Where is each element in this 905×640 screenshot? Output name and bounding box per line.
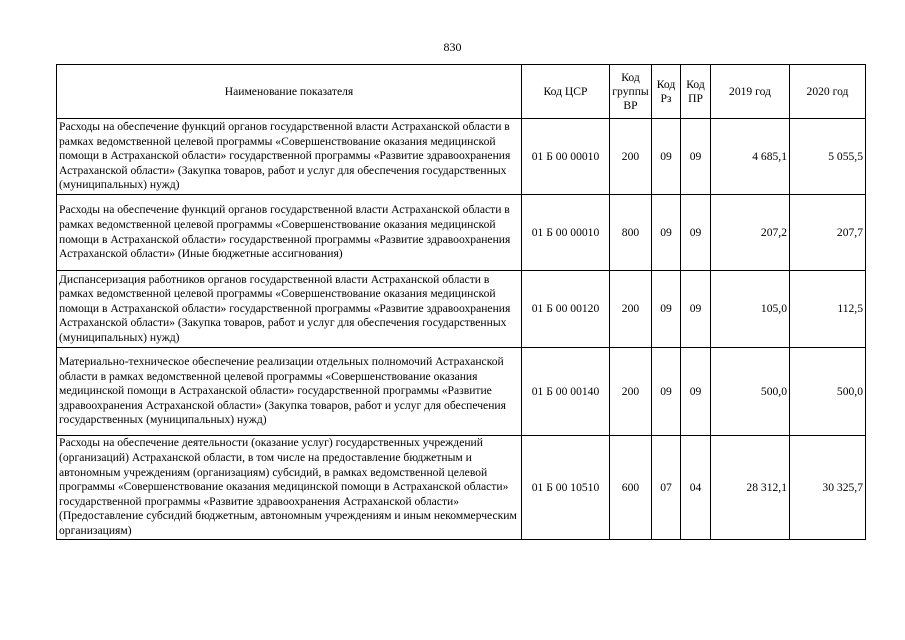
row-csr: 01 Б 00 10510 bbox=[522, 436, 610, 540]
header-vr: Код группы ВР bbox=[610, 65, 652, 119]
budget-table bbox=[56, 64, 866, 540]
row-csr: 01 Б 00 00140 bbox=[522, 348, 610, 436]
row-name: Материально-техническое обеспечение реализации отдельных полномочий Астраханской области в рамках ведомственной целевой программы «Совершенствование оказания медицинской помощи в Астраханской области» государственной программы «Развитие здравоохранения Астраханской области» (Закупка товаров, работ и услуг для обеспечения государственных (муниципальных) нужд) bbox=[57, 348, 522, 436]
row-2020: 112,5 bbox=[790, 271, 866, 348]
row-pr: 09 bbox=[681, 195, 711, 271]
row-pr: 09 bbox=[681, 348, 711, 436]
row-pr: 09 bbox=[681, 271, 711, 348]
row-pr: 09 bbox=[681, 119, 711, 195]
header-row bbox=[57, 65, 866, 119]
row-2020: 30 325,7 bbox=[790, 436, 866, 540]
row-csr: 01 Б 00 00120 bbox=[522, 271, 610, 348]
row-vr: 200 bbox=[610, 271, 652, 348]
table-row bbox=[57, 271, 866, 348]
row-rz: 09 bbox=[652, 348, 681, 436]
row-name: Расходы на обеспечение функций органов государственной власти Астраханской области в рамках ведомственной целевой программы «Совершенствование оказания медицинской помощи в Астраханской области» государственной программы «Развитие здравоохранения Астраханской области» (Закупка товаров, работ и услуг для обеспечения государственных (муниципальных) нужд) bbox=[57, 119, 522, 195]
header-name: Наименование показателя bbox=[57, 65, 522, 119]
header-pr: Код ПР bbox=[681, 65, 711, 119]
row-rz: 09 bbox=[652, 271, 681, 348]
row-pr: 04 bbox=[681, 436, 711, 540]
row-2019: 500,0 bbox=[711, 348, 790, 436]
header-rz: Код Рз bbox=[652, 65, 681, 119]
row-2019: 4 685,1 bbox=[711, 119, 790, 195]
row-rz: 07 bbox=[652, 436, 681, 540]
row-vr: 800 bbox=[610, 195, 652, 271]
row-2020: 500,0 bbox=[790, 348, 866, 436]
row-2019: 207,2 bbox=[711, 195, 790, 271]
header-2019: 2019 год bbox=[711, 65, 790, 119]
row-vr: 600 bbox=[610, 436, 652, 540]
table-row bbox=[57, 195, 866, 271]
row-name: Расходы на обеспечение функций органов государственной власти Астраханской области в рамках ведомственной целевой программы «Совершенствование оказания медицинской помощи в Астраханской области» государственной программы «Развитие здравоохранения Астраханской области» (Иные бюджетные ассигнования) bbox=[57, 195, 522, 271]
page-number: 830 bbox=[443, 40, 462, 54]
header-csr: Код ЦСР bbox=[522, 65, 610, 119]
header-2020: 2020 год bbox=[790, 65, 866, 119]
row-rz: 09 bbox=[652, 195, 681, 271]
row-rz: 09 bbox=[652, 119, 681, 195]
row-2019: 105,0 bbox=[711, 271, 790, 348]
table-row bbox=[57, 119, 866, 195]
table-row bbox=[57, 436, 866, 540]
row-2019: 28 312,1 bbox=[711, 436, 790, 540]
row-csr: 01 Б 00 00010 bbox=[522, 119, 610, 195]
row-name: Диспансеризация работников органов государственной власти Астраханской области в рамках ведомственной целевой программы «Совершенствование оказания медицинской помощи в Астраханской области» государственной программы «Развитие здравоохранения Астраханской области» (Закупка товаров, работ и услуг для обеспечения государственных (муниципальных) нужд) bbox=[57, 271, 522, 348]
row-vr: 200 bbox=[610, 119, 652, 195]
table-row bbox=[57, 348, 866, 436]
row-csr: 01 Б 00 00010 bbox=[522, 195, 610, 271]
row-vr: 200 bbox=[610, 348, 652, 436]
row-2020: 5 055,5 bbox=[790, 119, 866, 195]
row-name: Расходы на обеспечение деятельности (оказание услуг) государственных учреждений (организаций) Астраханской области, в том числе на предоставление бюджетным и автономным учреждениям (организациям) субсидий, в рамках ведомственной целевой программы «Совершенствование оказания медицинской помощи в Астраханской области» государственной программы «Развитие здравоохранения Астраханской области» (Предоставление субсидий бюджетным, автономным учреждениям и иным некоммерческим организациям) bbox=[57, 436, 522, 540]
row-2020: 207,7 bbox=[790, 195, 866, 271]
